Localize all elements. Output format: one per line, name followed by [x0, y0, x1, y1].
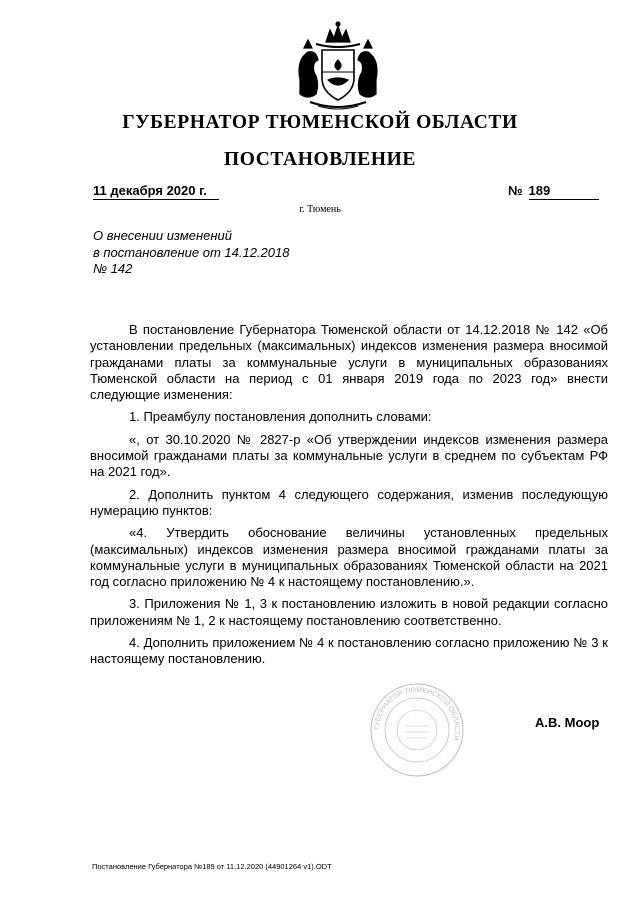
document-body: [90, 322, 608, 674]
body-paragraph: 3. Приложения № 1, 3 к постановлению изложить в новой редакции согласно приложениям № 1, 2 к настоящему постановлению соответственно.: [90, 596, 608, 628]
number-label: №: [508, 183, 523, 198]
official-stamp: [369, 682, 465, 778]
document-date: 11 декабря 2020 г.: [93, 183, 219, 200]
coat-of-arms-icon: [290, 20, 386, 112]
body-paragraph: 2. Дополнить пунктом 4 следующего содержания, изменив последующую нумерацию пунктов:: [90, 486, 608, 518]
body-paragraph: 1. Преамбулу постановления дополнить словами:: [129, 409, 432, 425]
city-label: г. Тюмень: [299, 204, 341, 215]
document-subject: [93, 228, 353, 278]
subject-line: № 142: [93, 261, 133, 276]
subject-line: в постановление от 14.12.2018: [93, 244, 290, 260]
stamp-text: ГУБЕРНАТОР ТЮМЕНСКОЙ ОБЛАСТИ: [373, 686, 461, 741]
signer-name: А.В. Моор: [535, 715, 600, 730]
document-number-block: [508, 183, 599, 200]
footer-file-reference: Постановление Губернатора №189 от 11.12.2020 (44901264 v1).ODT: [92, 862, 332, 871]
document-type-title: ПОСТАНОВЛЕНИЕ: [223, 149, 417, 170]
subject-line: О внесении изменений: [93, 228, 232, 243]
body-paragraph: 4. Дополнить приложением № 4 к постановлению согласно приложению № 3 к настоящему постановлению.: [90, 635, 608, 667]
document-number: 189: [529, 183, 599, 200]
body-paragraph: В постановление Губернатора Тюменской области от 14.12.2018 № 142 «Об установлении предельных (максимальных) индексов изменения размера вносимой гражданами платы за коммунальные услуги в муниципальных образованиях Тюменской области на период с 01 января 2019 года по 2023 год» внести следующие изменения:: [90, 322, 608, 403]
body-paragraph: «4. Утвердить обоснование величины установленных предельных (максимальных) индексов изменения размера вносимой гражданами платы за коммунальные услуги в муниципальных образованиях Тюменской области на 2021 год согласно приложению № 4 к настоящему постановлению.».: [90, 525, 608, 590]
body-paragraph: «, от 30.10.2020 № 2827-р «Об утверждении индексов изменения размера вносимой гражданами платы за коммунальные услуги в среднем по субъектам РФ на 2021 год».: [90, 431, 608, 480]
organization-title: ГУБЕРНАТОР ТЮМЕНСКОЙ ОБЛАСТИ: [122, 112, 518, 133]
